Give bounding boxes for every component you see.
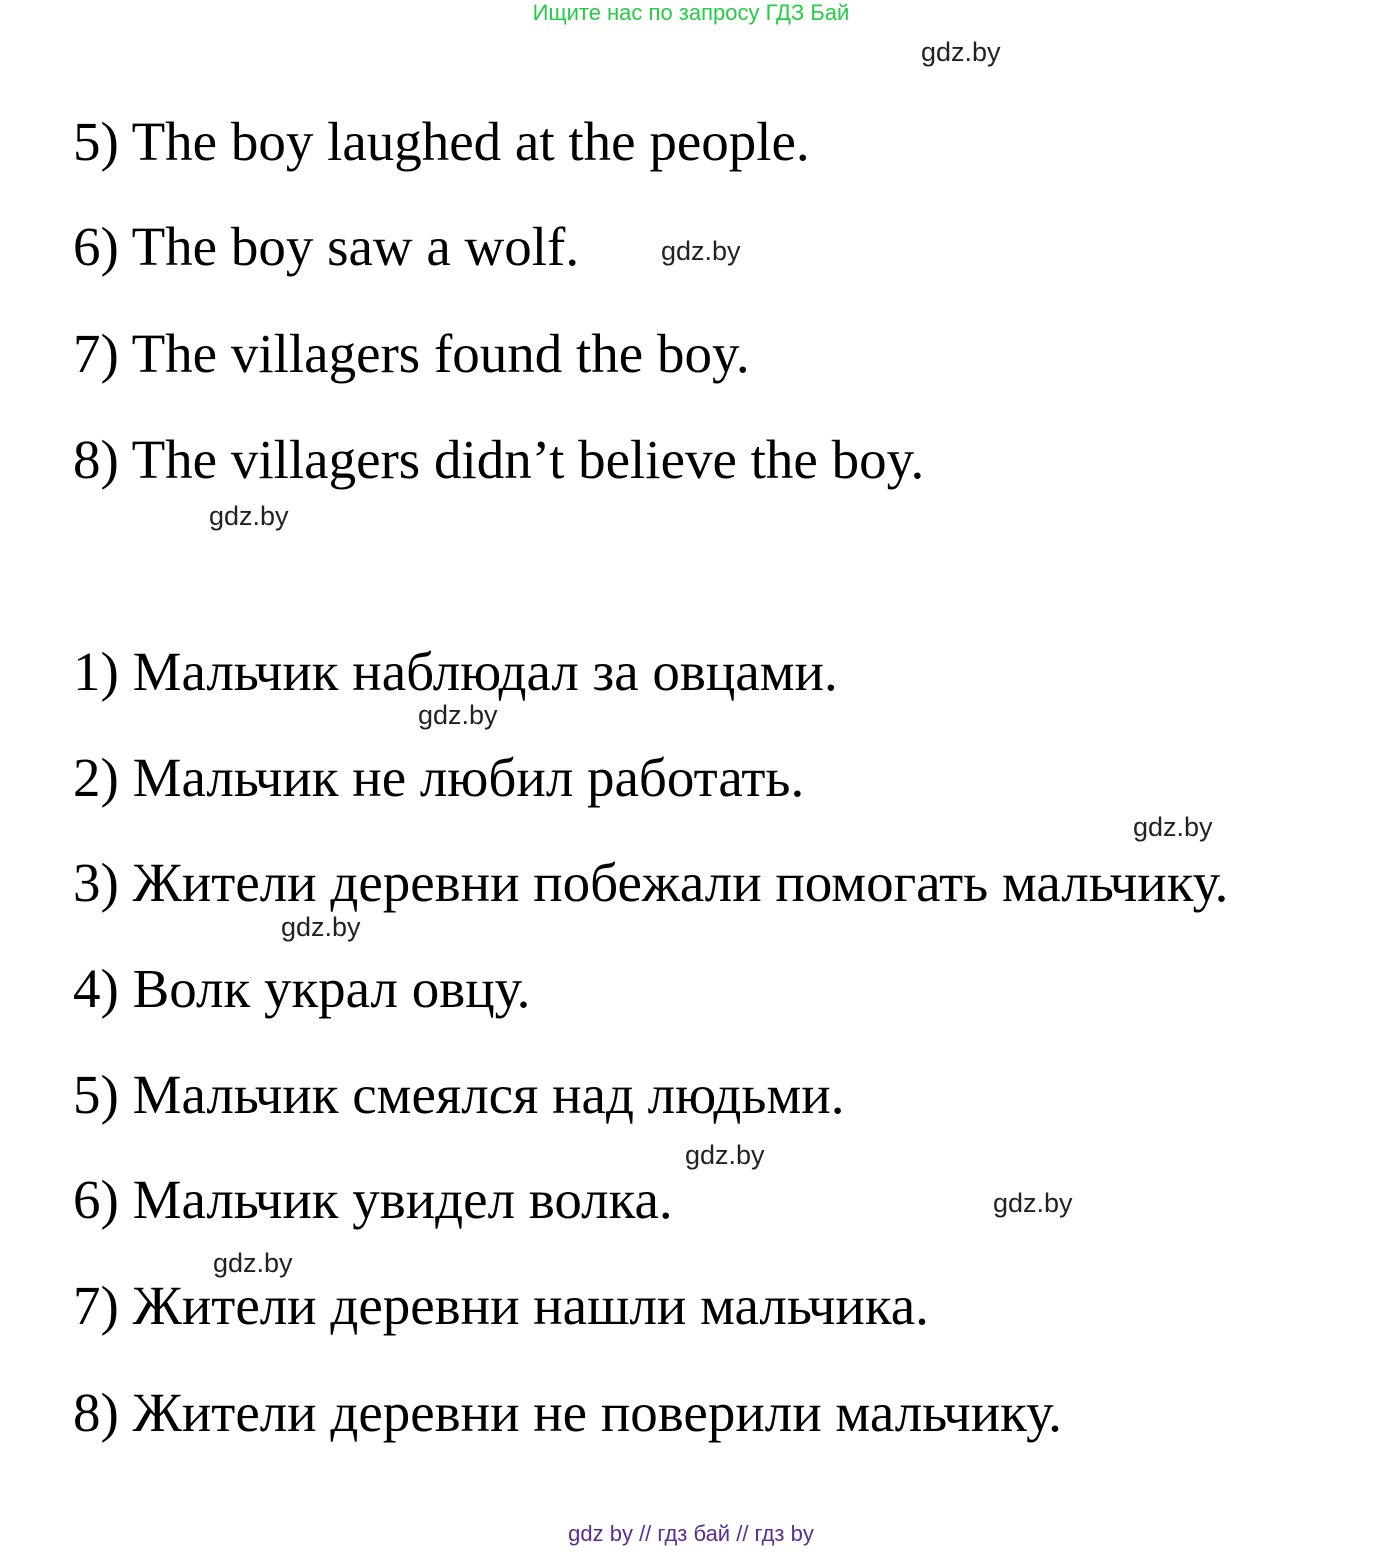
watermark: gdz.by	[993, 1188, 1073, 1218]
watermark: gdz.by	[213, 1248, 293, 1278]
english-sentence-5: 5) The boy laughed at the people.	[73, 111, 810, 172]
russian-sentence-7: 7) Жители деревни нашли мальчика.	[73, 1275, 929, 1336]
watermark: gdz.by	[209, 501, 289, 531]
top-banner[interactable]: Ищите нас по запросу ГДЗ Бай	[532, 0, 850, 25]
russian-sentence-2: 2) Мальчик не любил работать.	[73, 747, 805, 808]
watermark: gdz.by	[1133, 812, 1213, 842]
russian-sentence-1: 1) Мальчик наблюдал за овцами.	[73, 641, 838, 702]
russian-sentence-3: 3) Жители деревни побежали помогать мальчику.	[73, 852, 1229, 913]
english-sentence-7: 7) The villagers found the boy.	[73, 323, 750, 384]
russian-sentence-4: 4) Волк украл овцу.	[73, 958, 531, 1019]
watermark: gdz.by	[921, 37, 1001, 67]
watermark: gdz.by	[281, 912, 361, 942]
russian-sentence-6: 6) Мальчик увидел волка.	[73, 1169, 673, 1230]
watermark: gdz.by	[685, 1140, 765, 1170]
russian-sentence-8: 8) Жители деревни не поверили мальчику.	[73, 1382, 1062, 1443]
footer-links[interactable]: gdz by // гдз бай // гдз by	[568, 1521, 814, 1546]
watermark: gdz.by	[418, 700, 498, 730]
english-sentence-8: 8) The villagers didn’t believe the boy.	[73, 429, 925, 490]
russian-sentence-5: 5) Мальчик смеялся над людьми.	[73, 1064, 845, 1125]
watermark: gdz.by	[661, 236, 741, 266]
english-sentence-6: 6) The boy saw a wolf.	[73, 216, 580, 277]
